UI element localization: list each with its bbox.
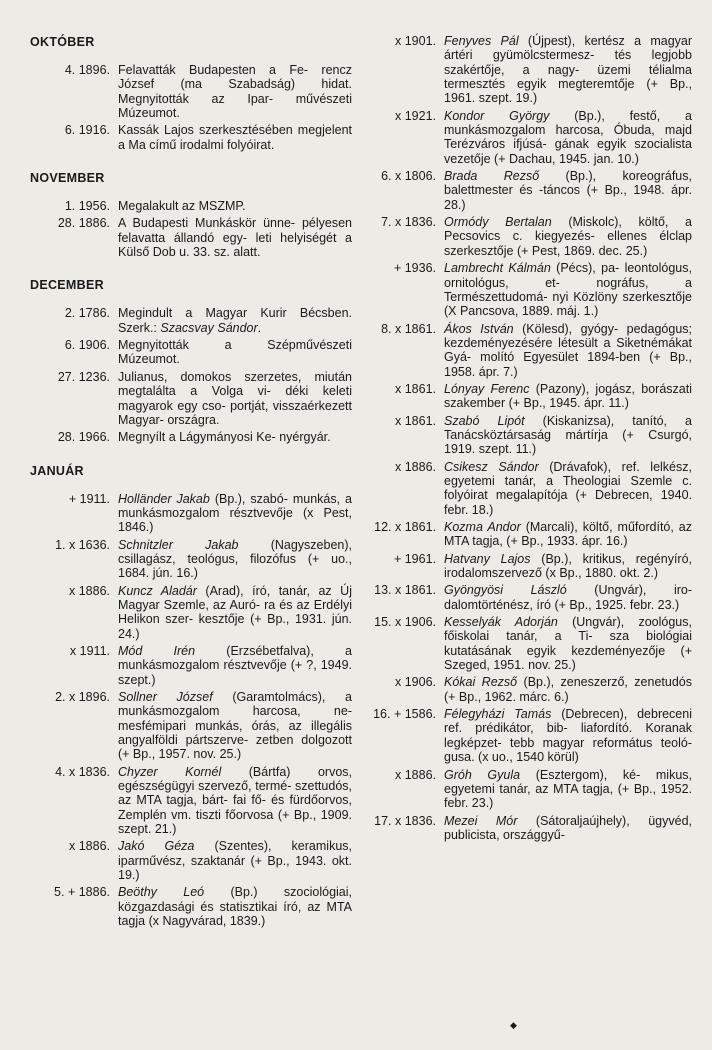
entry-text: Gróh Gyula (Esztergom), ké- mikus, egyetemi tanár, az MTA tagja, (+ Bp., 1952. febr. 23.) [444,767,692,811]
entry-date: 13. x 1861. [374,583,436,598]
entry-date: x 1886. [394,459,436,474]
entry-date: 4. 1896. [64,63,110,77]
entry-text: Kondor György (Bp.), festő, a munkásmozgalom harcosa, Óbuda, majd Terézváros ifjúsá- gának egyik szocialista vezetője (+ Dachau, 1945. jan. 10.) [444,108,692,166]
calendar-entry [372,768,692,811]
calendar-entry [372,215,692,258]
calendar-entry [372,261,692,318]
calendar-entry [30,199,352,213]
entry-date: 2. 1786. [64,306,110,321]
entry-text: Kókai Rezső (Bp.), zeneszerző, zenetudós (+ Bp., 1962. márc. 6.) [444,675,692,704]
entry-text: Chyzer Kornél (Bártfa) orvos, egészségügyi szervező, termé- szettudós, az MTA tagja, bárt- fai fő- és fürdőorvos, Zemplén vm. tiszti főorvosa (+ Bp., 1909. szept. 21.) [118,764,352,837]
entry-date: x 1921. [394,108,436,123]
entry-text: Szabó Lipót (Kiskanizsa), tanító, a Tanácsköztársaság mártírja (+ Csurgó, 1919. szept. 11.) [444,413,692,457]
entry-text: Beöthy Leó (Bp.) szociológiai, közgazdasági és statisztikai író, az MTA tagja (x Nagyvárad, 1839.) [118,885,352,929]
entry-text: Jakó Géza (Szentes), keramikus, iparművész, szaktanár (+ Bp., 1943. okt. 19.) [118,839,352,883]
entry-date: + 1961. [393,551,436,566]
month-section [30,463,352,929]
calendar-entry [372,814,692,843]
entry-text: Gyöngyösi László (Ungvár), iro- dalomtörténész, író (+ Bp., 1925. febr. 23.) [444,583,692,612]
calendar-entry [372,34,692,106]
entry-text: Mezei Mór (Sátoraljaújhely), ügyvéd, publicista, országgyű- [444,813,692,842]
calendar-entry [30,690,352,762]
entry-text: Megnyílt a Lágymányosi Ke- nyérgyár. [118,430,331,445]
calendar-entry [372,382,692,411]
entry-date: x 1901. [394,34,436,48]
right-column [372,34,692,842]
month-heading: NOVEMBER [30,171,105,186]
calendar-entry [30,538,352,581]
entry-text: Brada Rezső (Bp.), koreográfus, balettmester és -táncos (+ Bp., 1948. ápr. 28.) [444,169,692,212]
calendar-entry [372,675,692,704]
entry-date: 1. x 1636. [55,537,110,552]
calendar-entry [30,430,352,444]
entry-text: Megalakult az MSZMP. [118,199,246,214]
month-section [30,277,352,444]
month-section [30,170,352,259]
month-heading: OKTÓBER [30,35,95,49]
entry-text: Holländer Jakab (Bp.), szabó- munkás, a munkásmozgalom résztvevője (x Pest, 1846.) [118,491,352,535]
entry-date: x 1886. [394,767,436,782]
entry-text: Julianus, domokos szerzetes, miután megtalálta a Volga vi- déki keleti magyarok egy cso- portját, visszaérkezett Magyar- országra. [118,369,352,427]
entry-date: 6. 1916. [64,123,110,138]
entry-date: x 1911. [69,643,110,658]
entry-date: 8. x 1861. [381,321,436,336]
calendar-entry [372,615,692,672]
entry-date: + 1911. [68,491,110,506]
entry-date: x 1861. [394,413,436,428]
calendar-entry [30,123,352,152]
entry-text: Lambrecht Kálmán (Pécs), pa- leontológus, ornitológus, et- nográfus, a Természettudomá- nyi Közlöny szerkesztője (X Pancsova, 1889. máj. 1.) [444,261,692,319]
entry-text: Kassák Lajos szerkesztésében megjelent a Ma című irodalmi folyóirat. [118,123,352,152]
entry-text: Fenyves Pál (Újpest), kertész a magyar ártéri gyümölcstermesz- tés legjobb szakértője, a nagy- üzemi télialma termesztés egyik megteremtője (+ Bp., 1961. szept. 19.) [444,34,693,106]
calendar-entry [372,414,692,457]
calendar-entry [30,885,352,928]
entry-text: Megindult a Magyar Kurir Bécsben. Szerk.: Szacsvay Sándor. [118,306,352,335]
calendar-entry [372,583,692,612]
entry-date: 17. x 1836. [374,813,436,828]
month-heading: JANUÁR [30,463,84,478]
entry-date: + 1936. [393,261,436,276]
entry-date: 28. 1966. [57,430,110,445]
entry-date: x 1861. [394,381,436,396]
entry-date: 15. x 1906. [374,615,436,630]
entry-date: 7. x 1836. [381,215,436,230]
calendar-entry [30,492,352,535]
calendar-entry [372,109,692,166]
entry-text: Lónyay Ferenc (Pazony), jogász, borászati szakember (+ Bp., 1945. ápr. 11.) [444,381,692,411]
calendar-entry [372,322,692,379]
entry-date: 4. x 1836. [55,764,110,779]
entry-date: 27. 1236. [57,369,110,384]
entry-text: Mód Irén (Erzsébetfalva), a munkásmozgalom résztvevője (+ ?, 1949. szept.) [118,643,352,687]
entry-date: 1. 1956. [64,199,110,214]
month-section [30,34,352,152]
entry-date: 6. x 1806. [381,169,436,184]
entry-text: Kuncz Aladár (Arad), író, tanár, az Új Magyar Szemle, az Auró- ra és az Erdélyi Helikon szer- kesztője (+ Bp., 1931. jún. 24.) [118,583,352,641]
entry-text: Megnyitották a Szépművészeti Múzeumot. [118,338,352,367]
calendar-entry [372,520,692,549]
calendar-entry [30,584,352,641]
entry-date: x 1886. [68,839,110,854]
calendar-entry [30,338,352,367]
entry-text: Felavatták Budapesten a Fe- rencz József (ma Szabadság) hidat. Megnyitották az Ipar- művészeti Múzeumot. [118,63,352,121]
entry-text: A Budapesti Munkáskör ünne- pélyesen felavatta állandó egy- leti helyiségét a Külső Dob u. 33. sz. alatt. [118,216,352,260]
entry-text: Félegyházi Tamás (Debrecen), debreceni ref. prédikátor, bib- liafordító. Koranak legképzet- tebb magyar református teoló- gusa. (x uo., 1540 körül) [444,707,692,765]
entry-date: x 1886. [68,583,110,598]
page-marker: ◆ [510,1020,517,1030]
entry-date: 5. + 1886. [54,885,110,900]
calendar-entry [372,707,692,764]
calendar-entry [30,216,352,259]
calendar-entry [372,460,692,517]
calendar-entry [372,552,692,581]
entry-date: x 1906. [394,675,436,690]
entry-date: 2. x 1896. [55,690,110,704]
left-column [30,34,352,929]
calendar-entry [30,306,352,335]
calendar-entry [372,169,692,212]
entry-text: Kozma Andor (Marcali), költő, műfordító, az MTA tagja, (+ Bp., 1933. ápr. 16.) [444,520,692,549]
entry-text: Schnitzler Jakab (Nagyszeben), csillagász, teológus, filozófus (+ uo., 1684. jún. 16.) [118,537,353,581]
entry-date: 16. + 1586. [373,707,436,722]
calendar-entry [30,370,352,427]
calendar-entry [30,765,352,837]
entry-text: Sollner József (Garamtolmács), a munkásmozgalom harcosa, ne- mesfémipari munkás, órás, az illegális angyalföldi pártszerve- zetben dolgozott (+ Bp., 1957. nov. 25.) [118,690,352,762]
calendar-entry [30,63,352,120]
entry-text: Hatvany Lajos (Bp.), kritikus, regényíró, irodalomszervező (x Bp., 1880. okt. 2.) [444,551,693,581]
month-heading: DECEMBER [30,278,104,293]
calendar-entry [30,839,352,882]
entry-date: 6. 1906. [64,338,110,353]
entry-text: Kesselyák Adorján (Ungvár), zoológus, főiskolai tanár, a Ti- sza biológiai kutatásának egyik kezdeményezője (+ Szeged, 1951. nov. 25.) [444,615,692,673]
entry-date: 12. x 1861. [374,520,436,534]
calendar-entry [30,644,352,687]
entry-text: Ormódy Bertalan (Miskolc), költő, a Pecsovics c. kiegyezés- ellenes élclap szerkesztője (+ Pest, 1869. dec. 25.) [444,215,692,258]
entry-text: Csikesz Sándor (Drávafok), ref. lelkész, egyetemi tanár, a Theologiai Szemle c. folyóirat megalapítója (+ Debrecen, 1940. febr. 18.) [444,459,692,517]
entry-text: Ákos István (Kölesd), gyógy- pedagógus; kezdeményezésére létesült a Siketnémákat Gyá- molító Egyesület 1894-ben (+ Bp., 1958. ápr. 7.) [444,321,692,379]
entry-date: 28. 1886. [57,216,110,231]
